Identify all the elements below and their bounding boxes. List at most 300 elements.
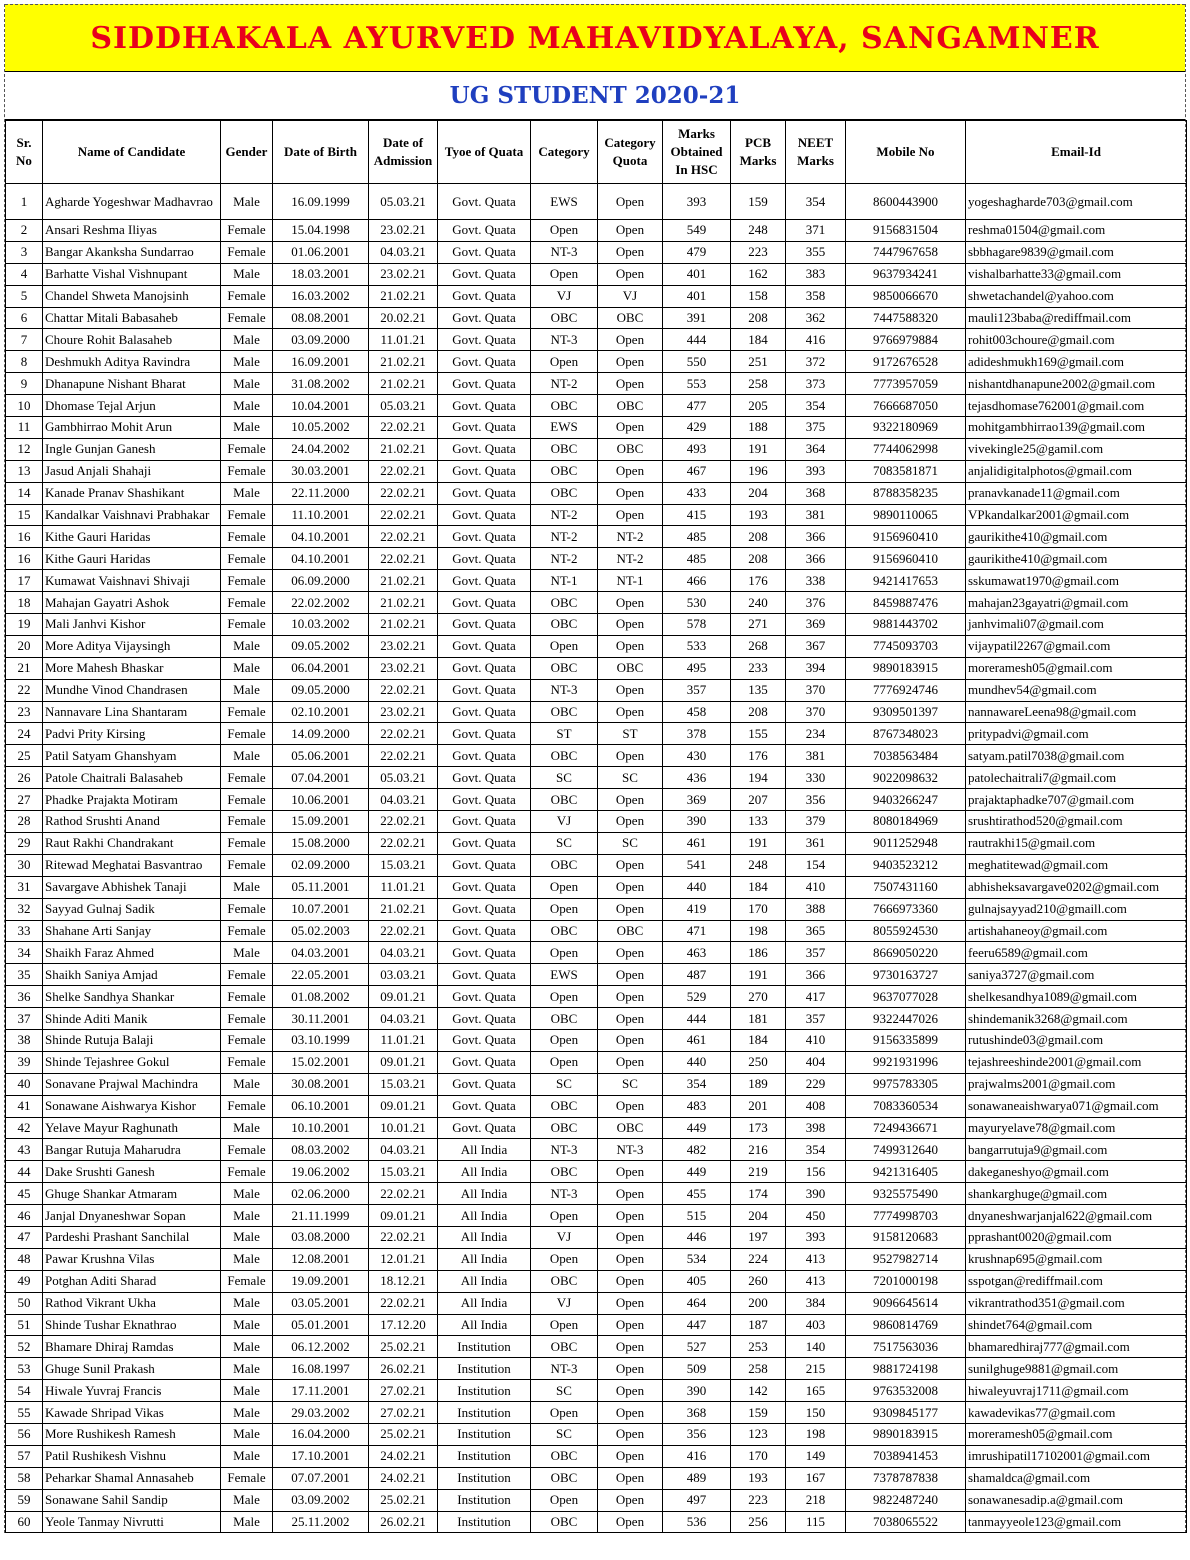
cell-pcb-marks: 207 [731,789,786,811]
cell-sr-no: 44 [6,1161,43,1183]
cell-neet-marks: 355 [786,241,846,263]
cell-neet-marks: 375 [786,417,846,439]
cell-name: Raut Rakhi Chandrakant [43,832,221,854]
cell-admission-date: 23.02.21 [369,263,438,285]
cell-gender: Female [221,526,273,548]
cell-neet-marks: 413 [786,1248,846,1270]
cell-quota-type: Govt. Quata [438,395,531,417]
cell-quota-type: Govt. Quata [438,548,531,570]
student-sheet [4,4,1186,1533]
cell-email: dakeganeshyo@gmail.com [966,1161,1187,1183]
table-row [6,767,1187,789]
cell-name: Savargave Abhishek Tanaji [43,876,221,898]
cell-admission-date: 22.02.21 [369,1226,438,1248]
cell-neet-marks: 361 [786,832,846,854]
cell-mobile: 7447967658 [846,241,966,263]
cell-pcb-marks: 258 [731,1358,786,1380]
col-header-category-quota: Category Quota [598,121,663,184]
col-header-hsc-marks: Marks Obtained In HSC [663,121,731,184]
cell-dob: 05.01.2001 [273,1314,369,1336]
cell-quota-type: Govt. Quata [438,701,531,723]
cell-pcb-marks: 208 [731,701,786,723]
cell-gender: Female [221,1051,273,1073]
cell-pcb-marks: 170 [731,898,786,920]
table-row [6,285,1187,307]
cell-sr-no: 8 [6,351,43,373]
cell-hsc-marks: 447 [663,1314,731,1336]
table-row [6,1489,1187,1511]
cell-name: Chattar Mitali Babasaheb [43,307,221,329]
cell-dob: 15.04.1998 [273,220,369,242]
col-header-category: Category [531,121,598,184]
cell-gender: Male [221,373,273,395]
cell-admission-date: 22.02.21 [369,504,438,526]
cell-admission-date: 17.12.20 [369,1314,438,1336]
cell-gender: Female [221,811,273,833]
cell-dob: 07.07.2001 [273,1467,369,1489]
cell-hsc-marks: 433 [663,482,731,504]
cell-dob: 16.04.2000 [273,1423,369,1445]
table-row [6,1314,1187,1336]
cell-sr-no: 9 [6,373,43,395]
cell-dob: 05.02.2003 [273,920,369,942]
cell-neet-marks: 154 [786,854,846,876]
cell-quota-type: Govt. Quata [438,854,531,876]
table-row [6,220,1187,242]
cell-pcb-marks: 248 [731,220,786,242]
cell-mobile: 9890110065 [846,504,966,526]
cell-category-quota: Open [598,1008,663,1030]
cell-neet-marks: 371 [786,220,846,242]
cell-sr-no: 35 [6,964,43,986]
cell-category-quota: NT-2 [598,548,663,570]
cell-gender: Female [221,723,273,745]
cell-neet-marks: 354 [786,395,846,417]
cell-neet-marks: 167 [786,1467,846,1489]
cell-email: moreramesh05@gmail.com [966,657,1187,679]
cell-quota-type: Govt. Quata [438,329,531,351]
cell-sr-no: 1 [6,184,43,220]
cell-pcb-marks: 223 [731,1489,786,1511]
cell-gender: Female [221,592,273,614]
cell-email: meghatitewad@gmail.com [966,854,1187,876]
cell-name: Peharkar Shamal Annasaheb [43,1467,221,1489]
cell-gender: Male [221,1248,273,1270]
cell-quota-type: Institution [438,1445,531,1467]
cell-category-quota: Open [598,635,663,657]
cell-dob: 06.09.2000 [273,570,369,592]
cell-admission-date: 21.02.21 [369,438,438,460]
cell-admission-date: 21.02.21 [369,898,438,920]
cell-neet-marks: 362 [786,307,846,329]
cell-neet-marks: 215 [786,1358,846,1380]
cell-quota-type: Govt. Quata [438,1095,531,1117]
cell-neet-marks: 156 [786,1161,846,1183]
cell-dob: 22.05.2001 [273,964,369,986]
cell-category-quota: Open [598,329,663,351]
table-row [6,1511,1187,1533]
cell-category: SC [531,1423,598,1445]
cell-dob: 10.07.2001 [273,898,369,920]
cell-category-quota: Open [598,482,663,504]
header-row [6,121,1187,184]
cell-neet-marks: 369 [786,614,846,636]
table-row [6,679,1187,701]
table-row [6,1073,1187,1095]
cell-gender: Male [221,1336,273,1358]
cell-gender: Female [221,1161,273,1183]
cell-quota-type: All India [438,1292,531,1314]
col-header-neet-marks: NEET Marks [786,121,846,184]
cell-dob: 08.03.2002 [273,1139,369,1161]
cell-sr-no: 27 [6,789,43,811]
cell-admission-date: 24.02.21 [369,1445,438,1467]
cell-quota-type: Govt. Quata [438,723,531,745]
cell-pcb-marks: 223 [731,241,786,263]
cell-email: dnyaneshwarjanjal622@gmail.com [966,1205,1187,1227]
cell-gender: Male [221,482,273,504]
cell-sr-no: 53 [6,1358,43,1380]
cell-category: OBC [531,1270,598,1292]
cell-sr-no: 24 [6,723,43,745]
cell-hsc-marks: 464 [663,1292,731,1314]
cell-sr-no: 2 [6,220,43,242]
cell-hsc-marks: 550 [663,351,731,373]
cell-sr-no: 4 [6,263,43,285]
cell-dob: 01.06.2001 [273,241,369,263]
cell-category: Open [531,1489,598,1511]
cell-gender: Female [221,964,273,986]
table-row [6,1095,1187,1117]
cell-name: Shinde Tushar Eknathrao [43,1314,221,1336]
cell-gender: Male [221,1402,273,1424]
cell-category-quota: OBC [598,438,663,460]
cell-category: Open [531,263,598,285]
cell-name: Ansari Reshma Iliyas [43,220,221,242]
cell-category: VJ [531,285,598,307]
cell-neet-marks: 330 [786,767,846,789]
cell-category-quota: Open [598,1183,663,1205]
cell-hsc-marks: 527 [663,1336,731,1358]
cell-category: NT-3 [531,1139,598,1161]
cell-gender: Female [221,986,273,1008]
cell-email: artishahaneoy@gmail.com [966,920,1187,942]
table-row [6,942,1187,964]
cell-name: Yelave Mayur Raghunath [43,1117,221,1139]
cell-email: shamaldca@gmail.com [966,1467,1187,1489]
cell-email: satyam.patil7038@gmail.com [966,745,1187,767]
cell-gender: Male [221,635,273,657]
cell-quota-type: Institution [438,1511,531,1533]
cell-admission-date: 09.01.21 [369,1095,438,1117]
cell-admission-date: 22.02.21 [369,920,438,942]
cell-sr-no: 49 [6,1270,43,1292]
cell-neet-marks: 366 [786,964,846,986]
cell-neet-marks: 364 [786,438,846,460]
cell-hsc-marks: 533 [663,635,731,657]
cell-name: Shelke Sandhya Shankar [43,986,221,1008]
table-row [6,1292,1187,1314]
cell-pcb-marks: 133 [731,811,786,833]
cell-mobile: 8669050220 [846,942,966,964]
cell-category: VJ [531,811,598,833]
cell-mobile: 8600443900 [846,184,966,220]
cell-category-quota: Open [598,1270,663,1292]
cell-hsc-marks: 483 [663,1095,731,1117]
cell-sr-no: 6 [6,307,43,329]
cell-category: NT-3 [531,241,598,263]
cell-sr-no: 28 [6,811,43,833]
cell-sr-no: 23 [6,701,43,723]
cell-category-quota: Open [598,1423,663,1445]
cell-admission-date: 22.02.21 [369,1292,438,1314]
cell-neet-marks: 373 [786,373,846,395]
cell-sr-no: 57 [6,1445,43,1467]
cell-quota-type: Govt. Quata [438,1073,531,1095]
cell-category-quota: Open [598,351,663,373]
cell-dob: 09.05.2002 [273,635,369,657]
cell-admission-date: 21.02.21 [369,592,438,614]
cell-mobile: 7201000198 [846,1270,966,1292]
cell-dob: 16.03.2002 [273,285,369,307]
cell-mobile: 9890183915 [846,657,966,679]
table-row [6,635,1187,657]
cell-category-quota: OBC [598,395,663,417]
cell-gender: Male [221,876,273,898]
cell-email: feeru6589@gmail.com [966,942,1187,964]
cell-category-quota: Open [598,745,663,767]
cell-pcb-marks: 208 [731,526,786,548]
cell-mobile: 9637077028 [846,986,966,1008]
cell-gender: Male [221,1358,273,1380]
cell-mobile: 9527982714 [846,1248,966,1270]
cell-category: Open [531,1402,598,1424]
cell-quota-type: Govt. Quata [438,526,531,548]
cell-category-quota: Open [598,504,663,526]
cell-gender: Female [221,460,273,482]
cell-hsc-marks: 391 [663,307,731,329]
cell-category: Open [531,351,598,373]
cell-dob: 30.08.2001 [273,1073,369,1095]
cell-category-quota: Open [598,1029,663,1051]
cell-hsc-marks: 497 [663,1489,731,1511]
cell-name: Kumawat Vaishnavi Shivaji [43,570,221,592]
cell-sr-no: 30 [6,854,43,876]
cell-quota-type: All India [438,1314,531,1336]
cell-admission-date: 18.12.21 [369,1270,438,1292]
cell-neet-marks: 404 [786,1051,846,1073]
cell-category: EWS [531,417,598,439]
cell-gender: Male [221,942,273,964]
cell-admission-date: 09.01.21 [369,986,438,1008]
cell-dob: 16.09.1999 [273,184,369,220]
cell-email: bhamaredhiraj777@gmail.com [966,1336,1187,1358]
col-header-admission-date: Date of Admission [369,121,438,184]
col-header-email: Email-Id [966,121,1187,184]
cell-gender: Female [221,1095,273,1117]
cell-category: ST [531,723,598,745]
cell-dob: 17.10.2001 [273,1445,369,1467]
cell-quota-type: Govt. Quata [438,898,531,920]
cell-category-quota: SC [598,1073,663,1095]
cell-category-quota: Open [598,679,663,701]
cell-admission-date: 23.02.21 [369,701,438,723]
cell-name: Hiwale Yuvraj Francis [43,1380,221,1402]
col-header-sr-no: Sr. No [6,121,43,184]
cell-admission-date: 21.02.21 [369,570,438,592]
cell-pcb-marks: 176 [731,745,786,767]
cell-sr-no: 5 [6,285,43,307]
cell-name: Dake Srushti Ganesh [43,1161,221,1183]
cell-mobile: 9766979884 [846,329,966,351]
table-row [6,854,1187,876]
cell-category-quota: Open [598,986,663,1008]
cell-admission-date: 22.02.21 [369,679,438,701]
table-row [6,373,1187,395]
cell-name: Pardeshi Prashant Sanchilal [43,1226,221,1248]
cell-hsc-marks: 401 [663,263,731,285]
cell-admission-date: 11.01.21 [369,876,438,898]
cell-dob: 08.08.2001 [273,307,369,329]
cell-quota-type: Govt. Quata [438,285,531,307]
cell-admission-date: 26.02.21 [369,1358,438,1380]
cell-gender: Female [221,1029,273,1051]
cell-category-quota: Open [598,701,663,723]
cell-pcb-marks: 191 [731,964,786,986]
table-row [6,526,1187,548]
cell-mobile: 7774998703 [846,1205,966,1227]
cell-name: Bangar Akanksha Sundarrao [43,241,221,263]
cell-category-quota: OBC [598,307,663,329]
cell-sr-no: 51 [6,1314,43,1336]
cell-admission-date: 21.02.21 [369,614,438,636]
cell-dob: 02.10.2001 [273,701,369,723]
cell-pcb-marks: 233 [731,657,786,679]
cell-category-quota: Open [598,460,663,482]
cell-admission-date: 22.02.21 [369,548,438,570]
table-row [6,1051,1187,1073]
cell-category: NT-3 [531,679,598,701]
cell-name: Kithe Gauri Haridas [43,526,221,548]
cell-email: shindemanik3268@gmail.com [966,1008,1187,1030]
cell-quota-type: Govt. Quata [438,657,531,679]
cell-email: prajaktaphadke707@gmail.com [966,789,1187,811]
cell-gender: Female [221,854,273,876]
cell-email: mohitgambhirrao139@gmail.com [966,417,1187,439]
cell-dob: 12.08.2001 [273,1248,369,1270]
cell-mobile: 7447588320 [846,307,966,329]
table-row [6,811,1187,833]
cell-email: yogeshagharde703@gmail.com [966,184,1187,220]
cell-admission-date: 05.03.21 [369,184,438,220]
cell-admission-date: 23.02.21 [369,220,438,242]
cell-admission-date: 22.02.21 [369,811,438,833]
cell-email: saniya3727@gmail.com [966,964,1187,986]
cell-category: NT-3 [531,329,598,351]
cell-pcb-marks: 173 [731,1117,786,1139]
cell-admission-date: 22.02.21 [369,460,438,482]
cell-hsc-marks: 378 [663,723,731,745]
cell-hsc-marks: 357 [663,679,731,701]
cell-mobile: 7507431160 [846,876,966,898]
cell-neet-marks: 383 [786,263,846,285]
cell-name: More Aditya Vijaysingh [43,635,221,657]
cell-pcb-marks: 184 [731,876,786,898]
cell-pcb-marks: 250 [731,1051,786,1073]
cell-hsc-marks: 393 [663,184,731,220]
cell-mobile: 8788358235 [846,482,966,504]
cell-name: Kithe Gauri Haridas [43,548,221,570]
cell-quota-type: Govt. Quata [438,964,531,986]
cell-admission-date: 22.02.21 [369,482,438,504]
cell-mobile: 9860814769 [846,1314,966,1336]
cell-pcb-marks: 251 [731,351,786,373]
cell-gender: Female [221,1139,273,1161]
cell-hsc-marks: 515 [663,1205,731,1227]
cell-sr-no: 19 [6,614,43,636]
cell-dob: 01.08.2002 [273,986,369,1008]
cell-hsc-marks: 449 [663,1117,731,1139]
cell-pcb-marks: 155 [731,723,786,745]
cell-dob: 22.11.2000 [273,482,369,504]
cell-hsc-marks: 440 [663,876,731,898]
cell-hsc-marks: 578 [663,614,731,636]
cell-dob: 10.10.2001 [273,1117,369,1139]
cell-name: Sonavane Prajwal Machindra [43,1073,221,1095]
cell-category: OBC [531,614,598,636]
cell-name: Kanade Pranav Shashikant [43,482,221,504]
cell-gender: Male [221,263,273,285]
col-header-name: Name of Candidate [43,121,221,184]
cell-dob: 15.09.2001 [273,811,369,833]
table-row [6,1380,1187,1402]
cell-email: patolechaitrali7@gmail.com [966,767,1187,789]
cell-dob: 06.04.2001 [273,657,369,679]
cell-category: NT-2 [531,373,598,395]
cell-name: Deshmukh Aditya Ravindra [43,351,221,373]
cell-name: Phadke Prajakta Motiram [43,789,221,811]
cell-pcb-marks: 142 [731,1380,786,1402]
cell-mobile: 9403266247 [846,789,966,811]
cell-dob: 10.03.2002 [273,614,369,636]
cell-neet-marks: 388 [786,898,846,920]
cell-quota-type: All India [438,1248,531,1270]
cell-sr-no: 10 [6,395,43,417]
table-row [6,351,1187,373]
cell-email: sskumawat1970@gmail.com [966,570,1187,592]
cell-email: mundhev54@gmail.com [966,679,1187,701]
cell-email: janhvimali07@gmail.com [966,614,1187,636]
cell-mobile: 8459887476 [846,592,966,614]
cell-quota-type: Govt. Quata [438,1051,531,1073]
cell-quota-type: Govt. Quata [438,876,531,898]
cell-hsc-marks: 368 [663,1402,731,1424]
cell-mobile: 9156960410 [846,526,966,548]
cell-name: Mahajan Gayatri Ashok [43,592,221,614]
cell-mobile: 8055924530 [846,920,966,942]
cell-gender: Male [221,395,273,417]
cell-neet-marks: 393 [786,460,846,482]
cell-neet-marks: 366 [786,526,846,548]
table-row [6,832,1187,854]
cell-category-quota: Open [598,1314,663,1336]
cell-quota-type: Govt. Quata [438,679,531,701]
cell-quota-type: All India [438,1270,531,1292]
cell-neet-marks: 198 [786,1423,846,1445]
col-header-pcb-marks: PCB Marks [731,121,786,184]
cell-email: VPkandalkar2001@gmail.com [966,504,1187,526]
cell-admission-date: 22.02.21 [369,1183,438,1205]
